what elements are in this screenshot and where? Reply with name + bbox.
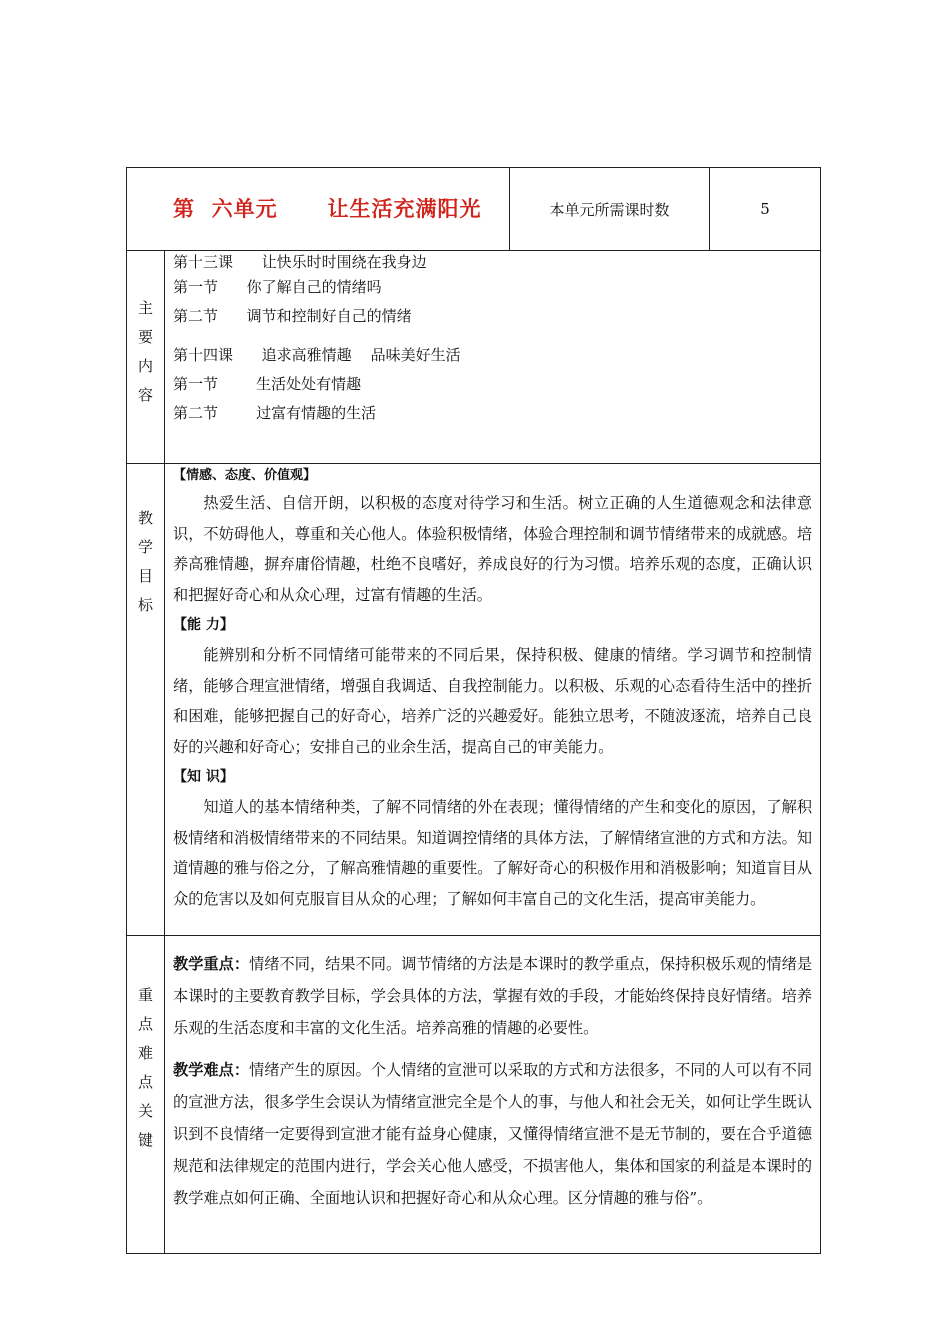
ability-heading: 【能 力】	[173, 617, 234, 633]
difficulty-label: 教学难点：	[173, 1061, 250, 1079]
side-char: 难	[137, 1044, 153, 1062]
lesson-14-section-1: 第一节 生活处处有情趣	[173, 375, 362, 393]
side-char: 关	[137, 1102, 153, 1120]
side-char: 容	[137, 386, 153, 404]
lesson-14-line: 第十四课 追求高雅情趣 品味美好生活	[173, 346, 461, 364]
emotion-heading: 【情感、态度、价值观】	[173, 468, 317, 483]
side-char: 重	[137, 986, 153, 1004]
side-char: 点	[137, 1015, 153, 1033]
side-char: 标	[137, 596, 153, 614]
side-char: 要	[137, 328, 153, 346]
header-row	[127, 168, 821, 251]
focus-label: 教学重点：	[173, 955, 250, 973]
unit-title: 第 六单元 让生活充满阳光	[173, 196, 482, 221]
goals-row	[127, 464, 821, 936]
goals-side-label	[127, 464, 165, 936]
main-content-row	[127, 251, 821, 464]
goals-cell	[165, 464, 821, 936]
side-char: 内	[137, 357, 153, 375]
lesson-13-section-2: 第二节 调节和控制好自己的情绪	[173, 307, 412, 325]
difficulty-text: 情绪产生的原因。个人情绪的宣泄可以采取的方式和方法很多，不同的人可以有不同的宣泄方法，很多学生会误认为情绪宣泄完全是个人的事，与他人和社会无关，如何让学生既认识到不良情绪一定要得到宣泄才能有益身心健康，又懂得情绪宣泄不是无节制的，要在合乎道德规范和法律规定的范围内进行，学会关心他人感受，不损害他人，集体和国家的利益是本课时的教学难点如何正确、全面地认识和把握好奇心和从众心理。区分情趣的雅与俗”。	[173, 1061, 813, 1207]
ability-text: 能辨别和分析不同情绪可能带来的不同后果，保持积极、健康的情绪。学习调节和控制情绪，能够合理宣泄情绪，增强自我调适、自我控制能力。以积极、乐观的心态看待生活中的挫折和困难，能够把握自己的好奇心，培养广泛的兴趣爱好。能独立思考，不随波逐流，培养自己良好的兴趣和好奇心；安排自己的业余生活，提高自己的审美能力。	[173, 646, 812, 756]
side-char: 目	[137, 567, 153, 585]
side-char: 键	[137, 1131, 153, 1149]
main-content-side-label	[127, 251, 165, 464]
teaching-focus	[173, 948, 812, 1044]
hours-value: 5	[710, 168, 821, 251]
focus-text: 情绪不同，结果不同。调节情绪的方法是本课时的教学重点，保持积极乐观的情绪是本课时的主要教育教学目标，学会具体的方法，掌握有效的手段，才能始终保持良好情绪。培养乐观的生活态度和丰富的文化生活。培养高雅的情趣的必要性。	[173, 955, 813, 1037]
side-char: 主	[137, 299, 153, 317]
side-char: 学	[137, 538, 153, 556]
emotion-text: 热爱生活、自信开朗，以积极的态度对待学习和生活。树立正确的人生道德观念和法律意识，不妨碍他人，尊重和关心他人。体验积极情绪，体验合理控制和调节情绪带来的成就感。培养高雅情趣，摒弃庸俗情趣，杜绝不良嗜好，养成良好的行为习惯。培养乐观的态度，正确认识和把握好奇心和从众心理，过富有情趣的生活。	[173, 494, 812, 604]
lesson-14-section-2: 第二节 过富有情趣的生活	[173, 404, 377, 422]
lesson-plan-table	[126, 167, 821, 1254]
lesson-13-line: 第十三课 让快乐时时围绕在我身边	[173, 253, 427, 271]
main-content-cell	[165, 251, 821, 464]
side-char: 点	[137, 1073, 153, 1091]
key-points-row	[127, 936, 821, 1254]
knowledge-heading: 【知 识】	[173, 769, 234, 785]
hours-label: 本单元所需课时数	[510, 168, 710, 251]
side-char: 教	[137, 509, 153, 527]
key-points-side-label	[127, 936, 165, 1254]
teaching-difficulty	[173, 1054, 812, 1214]
knowledge-text: 知道人的基本情绪种类，了解不同情绪的外在表现；懂得情绪的产生和变化的原因，了解积极情绪和消极情绪带来的不同结果。知道调控情绪的具体方法，了解情绪宣泄的方式和方法。知道情趣的雅与俗之分，了解高雅情趣的重要性。了解好奇心的积极作用和消极影响；知道盲目从众的危害以及如何克服盲目从众的心理；了解如何丰富自己的文化生活，提高审美能力。	[173, 798, 812, 908]
key-points-cell	[165, 936, 821, 1254]
unit-title-cell	[127, 168, 510, 251]
lesson-13-section-1: 第一节 你了解自己的情绪吗	[173, 278, 382, 296]
